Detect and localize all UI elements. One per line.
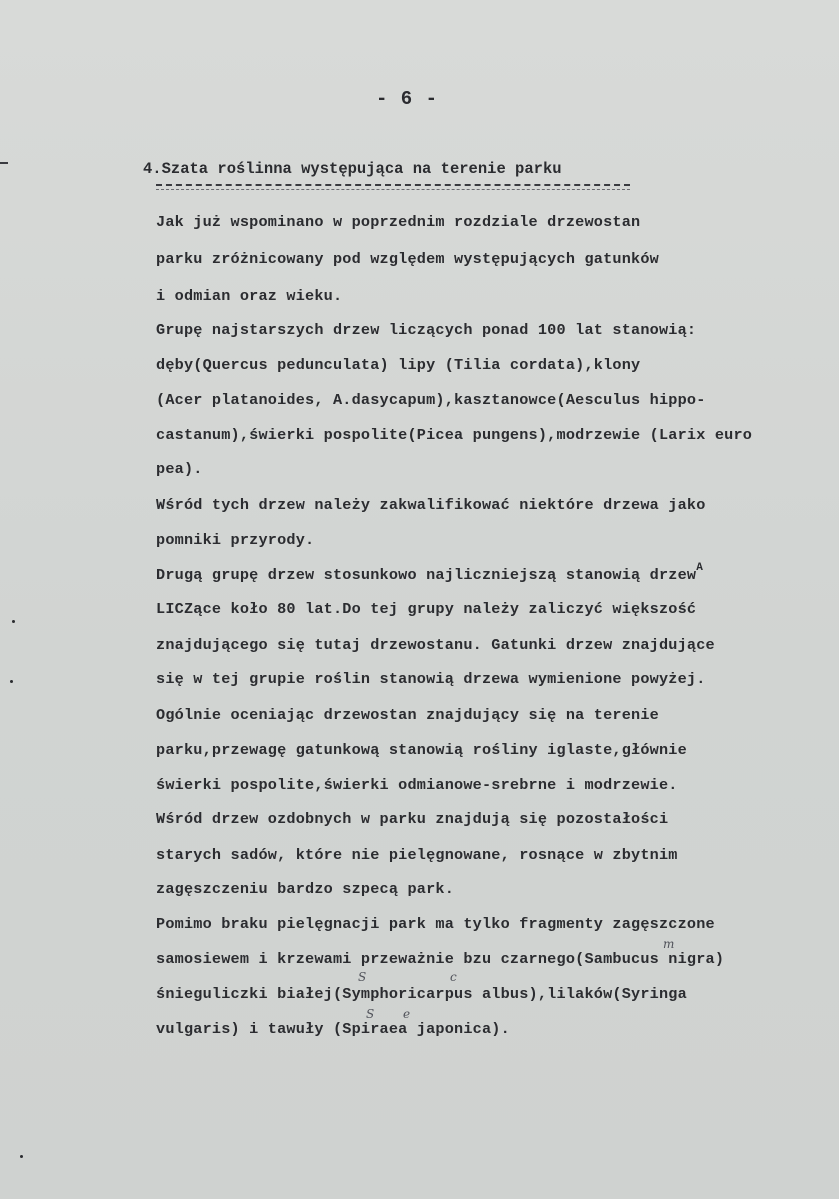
text-line: się w tej grupie roślin stanowią drzewa wymienione powyżej.: [156, 670, 706, 688]
margin-mark: [20, 1155, 23, 1158]
handwritten-correction: m: [663, 937, 675, 951]
text-line: śnieguliczki białej(Symphoricarpus albus),lilaków(Syringa: [156, 985, 687, 1003]
text-line: Jak już wspominano w poprzednim rozdziale drzewostan: [156, 213, 641, 231]
text-line: dęby(Quercus pedunculata) lipy (Tilia cordata),klony: [156, 356, 641, 374]
margin-mark: [12, 620, 15, 623]
text-line-main: Drugą grupę drzew stosunkowo najliczniejszą stanowią drzew: [156, 566, 697, 584]
text-line: znajdującego się tutaj drzewostanu. Gatunki drzew znajdujące: [156, 636, 715, 654]
text-line: zagęszczeniu bardzo szpecą park.: [156, 880, 455, 898]
text-line: pomniki przyrody.: [156, 531, 315, 549]
text-line: castanum),świerki pospolite(Picea pungens),modrzewie (Larix euro: [156, 426, 753, 444]
page-number: - 6 -: [376, 88, 439, 110]
text-line: Pomimo braku pielęgnacji park ma tylko fragmenty zagęszczone: [156, 915, 715, 933]
text-line: świerki pospolite,świerki odmianowe-srebrne i modrzewie.: [156, 776, 678, 794]
text-line: vulgaris) i tawuły (Spiraea japonica).: [156, 1020, 510, 1038]
heading-underline: [156, 184, 630, 190]
text-line: Grupę najstarszych drzew liczących ponad 100 lat stanowią:: [156, 321, 697, 339]
handwritten-correction: e: [403, 1007, 411, 1021]
superscript-a: A: [696, 562, 704, 574]
text-line: pea).: [156, 460, 203, 478]
text-line: parku,przewagę gatunkową stanowią rośliny iglaste,głównie: [156, 741, 687, 759]
text-line: parku zróżnicowany pod względem występujących gatunków: [156, 250, 659, 268]
text-line: starych sadów, które nie pielęgnowane, rosnące w zbytnim: [156, 846, 678, 864]
handwritten-correction: c: [450, 970, 457, 984]
margin-mark: [10, 680, 13, 683]
text-line: Wśród drzew ozdobnych w parku znajdują się pozostałości: [156, 810, 669, 828]
text-line: LICZące koło 80 lat.Do tej grupy należy zaliczyć większość: [156, 600, 697, 618]
margin-tick: [0, 162, 8, 164]
text-line: samosiewem i krzewami przeważnie bzu czarnego(Sambucus nigra): [156, 950, 725, 968]
section-heading: 4.Szata roślinna występująca na terenie parku: [143, 160, 562, 178]
handwritten-correction: S: [366, 1007, 375, 1021]
handwritten-correction: S: [358, 970, 367, 984]
text-line: i odmian oraz wieku.: [156, 287, 343, 305]
text-line: (Acer platanoides, A.dasycapum),kasztanowce(Aesculus hippo-: [156, 391, 706, 409]
text-line: Ogólnie oceniając drzewostan znajdujący się na terenie: [156, 706, 659, 724]
text-line: [156, 562, 704, 584]
text-line: Wśród tych drzew należy zakwalifikować niektóre drzewa jako: [156, 496, 706, 514]
